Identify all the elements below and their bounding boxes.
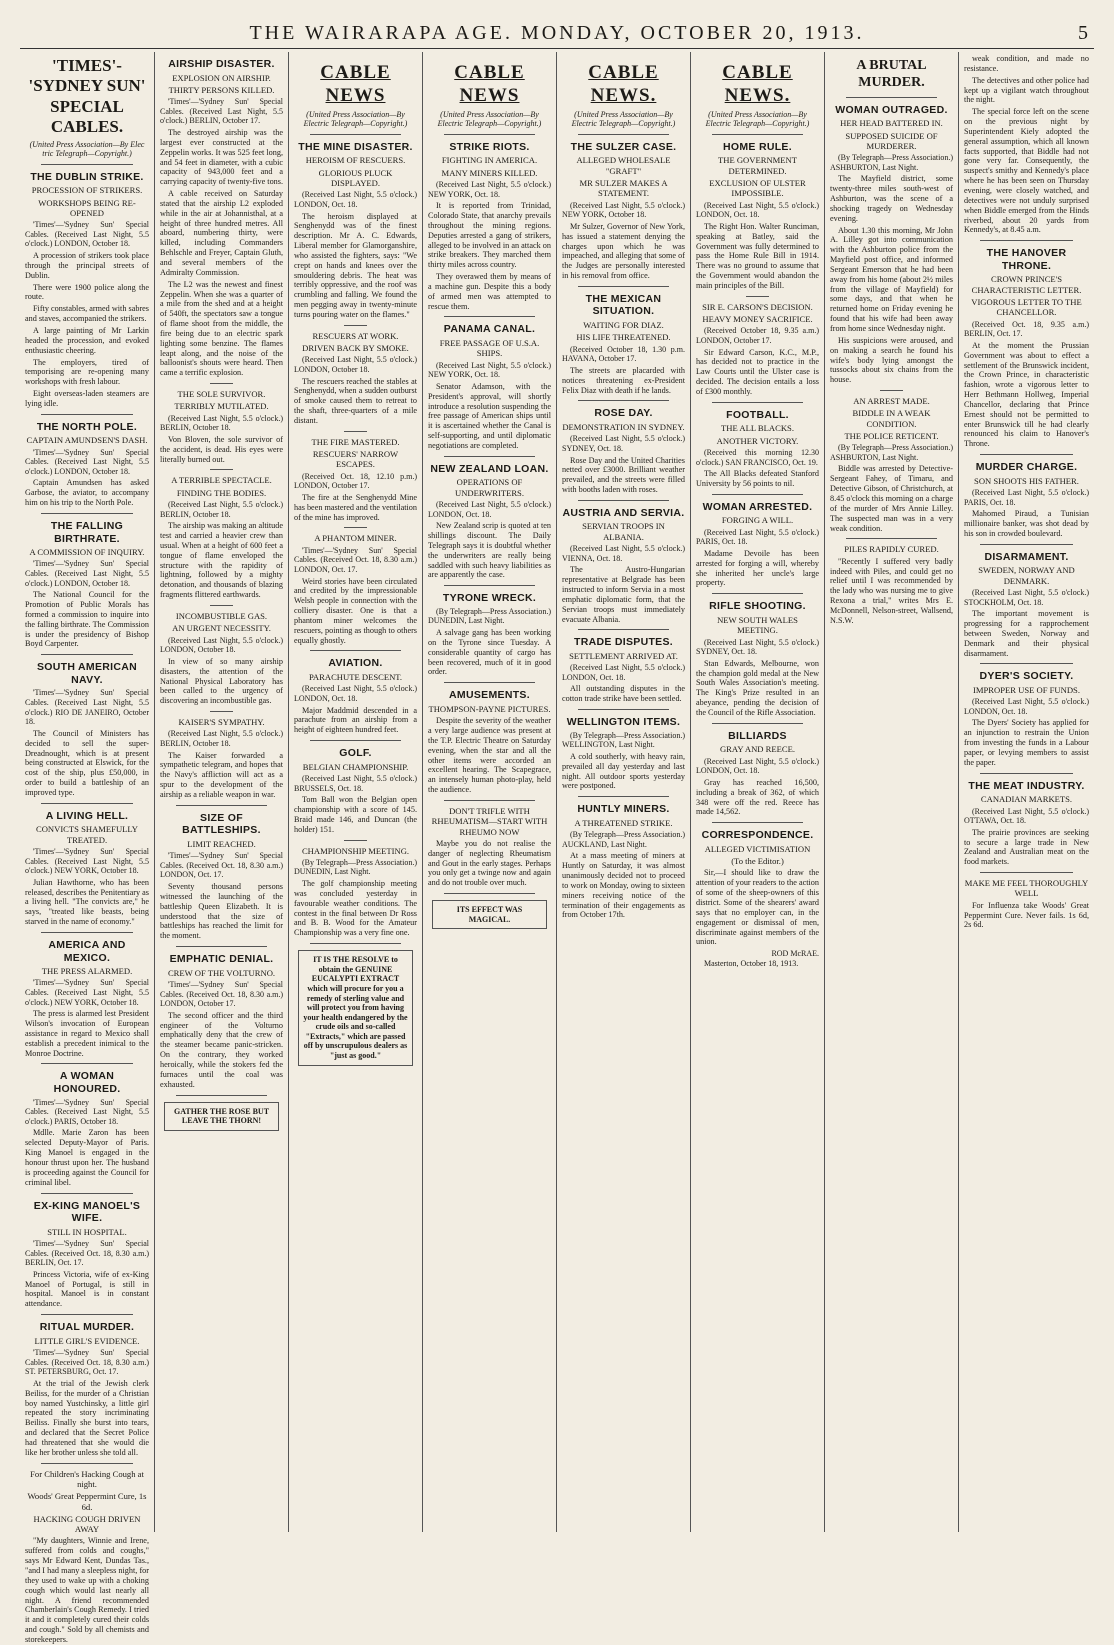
article-paragraph: The special force left on the scene on the previous night by Superintendent Kiely adopted the general assumption, which all known facts supported, that Biddle had not gone very far. Consequently, the suspect's smithy and Kennedy's place where he has been seen on Thursday evening, were closely watched, and detectives were not unduly surprised when Biddle emerged from the Hinds riverbed, about 20 yards from Kennedy's, at 8.45 a.m. — [964, 107, 1089, 235]
column-3 — [288, 52, 422, 1532]
article-paragraph: A salvage gang has been working on the Tyrone since Tuesday. A considerable quantity of cargo has been recovered, much of it in good order. — [428, 628, 551, 677]
article-paragraph: About 1.30 this morning, Mr John A. Lilley got into communication with the Ashburton police from the Mayfield post office, and informed Sergeant Emerson that he had been away from his home (about 2½ miles from the village of Mayfield) for some days, and that when he returned home on Friday evening he found that his wife had been away from home since Wednesday night. — [830, 225, 953, 333]
article-paragraph: The All Blacks defeated Stanford University by 56 points to nil. — [696, 469, 819, 488]
section-title: 'TIMES'-'SYDNEY SUN' SPECIAL CABLES. — [28, 56, 146, 137]
subheading: TERRIBLY MUTILATED. — [174, 401, 269, 412]
article-paragraph: In view of so many airship disasters, the attention of the National Physical Laboratory has been called to the urgency of discovering an incombustible gas. — [160, 656, 283, 706]
column-header: CABLE NEWS. — [722, 62, 793, 106]
headline: TRADE DISPUTES. — [573, 636, 673, 649]
columns — [20, 52, 1094, 1644]
dateline: 'Times'—'Sydney Sun' Special Cables. (Received Oct. 18, 8.30 a.m.) ST. PETERSBURG, Oct. 17. — [25, 1348, 149, 1377]
column-5 — [556, 52, 690, 1532]
subheading: ALLEGED WHOLESALE "GRAFT" — [576, 155, 671, 176]
headline: SOUTH AMERICAN NAVY. — [36, 661, 138, 686]
subheading: A TERRIBLE SPECTACLE. — [171, 475, 272, 486]
headline: THE NORTH POLE. — [36, 420, 138, 433]
dateline: (Received Last Night, 5.5 o'clock.) NEW YORK, Oct. 18. — [428, 360, 551, 380]
dateline: (Received Last Night, 5.5 o'clock.) LONDON, Oct. 18. — [696, 200, 819, 220]
headline: THE DUBLIN STRIKE. — [30, 170, 144, 183]
headline-large: A BRUTAL MURDER. — [856, 58, 927, 90]
subheading: MR SULZER MAKES A STATEMENT. — [579, 178, 668, 199]
article-paragraph: The Council of Ministers has decided to sell the super-Dreadnought, which is at present being constructed at Elswick, for the cost of the ship, plus £50,000, in order to build a battleship of an improved type. — [25, 728, 149, 797]
dateline: (Received Last Night, 5.5 o'clock.) PARIS, Oct. 18. — [964, 488, 1089, 507]
advert-text: Woods' Great Peppermint Cure, 1s 6d. — [27, 1491, 147, 1512]
dateline: (Received Oct. 18, 12.10 p.m.) LONDON, October 17. — [294, 471, 417, 491]
column-header: CABLE NEWS — [454, 62, 525, 106]
subheading: FINDING THE BODIES. — [176, 487, 267, 498]
headline: THE MEXICAN SITUATION. — [585, 292, 662, 318]
article-paragraph: Madame Devoile has been arrested for forging a will, whereby she inherited her uncle's large property. — [696, 548, 819, 588]
headline: PANAMA CANAL. — [443, 323, 536, 336]
subheading: THE POLICE RETICENT. — [844, 430, 939, 441]
dateline: 'Times'—'Sydney Sun' Special Cables. (Received Last Night, 5.5 o'clock.) LONDON, October 18. — [25, 220, 149, 249]
dateline: (Received Last Night, 5.5 o'clock.) NEW YORK, October 18. — [562, 200, 685, 220]
article-paragraph: The National Council for the Promotion of Public Morals has formed a commission to inquire into the falling birthrate. The Commission is under the presidency of Bishop Boyd Carpenter. — [25, 590, 149, 649]
dateline: (Received October 18, 1.30 p.m. HAVANA, October 17. — [562, 344, 685, 364]
article-paragraph: They overawed them by means of a machine gun. Despite this a body of armed men was attempted to rescue them. — [428, 272, 551, 311]
dateline: (Received October 18, 9.35 a.m.) LONDON, October 17. — [696, 326, 819, 345]
dateline: (By Telegraph—Press Association.) WELLINGTON, Last Night. — [562, 730, 685, 750]
dateline: 'Times'—'Sydney Sun' Special Cables. (Received Oct. 18, 8.30 a.m.) LONDON, Oct. 17. — [294, 545, 417, 574]
dateline: (Received Last Night, 5.5 o'clock.) LONDON, Oct. 18. — [294, 684, 417, 703]
dateline: (Received Last Night, 5.5 o'clock.) PARIS, Oct. 18. — [696, 527, 819, 547]
dateline: (Received Last Night, 5.5 o'clock.) STOCKHOLM, Oct. 18. — [964, 587, 1089, 607]
subheading: THE GOVERNMENT DETERMINED. — [717, 155, 797, 176]
article-paragraph: The detectives and other police had kept up a vigilant watch throughout the night. — [964, 75, 1089, 105]
subheading: VIGOROUS LETTER TO THE CHANCELLOR. — [971, 297, 1082, 318]
article-paragraph: A procession of strikers took place through the principal streets of Dublin. — [25, 251, 149, 280]
dateline: (Received Last Night, 5.5 o'clock.) LONDON, Oct. 18. — [294, 190, 417, 209]
advert-heading: DON'T TRIFLE WITH RHEUMATISM—START WITH RHEUMO NOW — [431, 805, 548, 837]
subheading: INCOMBUSTIBLE GAS. — [175, 611, 268, 621]
subheading: GLORIOUS PLUCK DISPLAYED. — [318, 167, 393, 188]
headline: THE FALLING BIRTHRATE. — [50, 519, 124, 545]
subheading: GRAY AND REECE. — [719, 744, 796, 755]
subheading: CAPTAIN AMUNDSEN'S DASH. — [26, 435, 148, 446]
article-paragraph: Stan Edwards, Melbourne, won the champion gold medal at the New South Wales Association's meeting. The King's Prize resulted in an abeyance, pending the decision of the Council of the Rifle Association. — [696, 658, 819, 717]
dateline: (Received Last Night, 5.5 o'clock.) LONDON, Oct. 18. — [964, 697, 1089, 716]
headline: GOLF. — [339, 747, 372, 760]
subheading: OPERATIONS OF UNDERWRITERS. — [455, 477, 524, 498]
dateline: (Received Last Night, 5.5 o'clock.) LONDON, October 18. — [160, 635, 283, 655]
subheading: THE FIRE MASTERED. — [311, 436, 400, 447]
article-paragraph: At a mass meeting of miners at Huntly on Saturday, it was almost unanimously decided not to proceed to work on Monday, owing to sixteen miners receiving notice of the termination of their engagements as from October 17th. — [562, 851, 685, 920]
headline: NEW ZEALAND LOAN. — [430, 462, 549, 475]
column-header: CABLE NEWS. — [588, 62, 659, 106]
credit-line: (United Press Association—By Electric Telegraph—Copyright.) — [571, 109, 676, 129]
article-paragraph: There were 1900 police along the route. — [25, 282, 149, 302]
headline: THE SULZER CASE. — [570, 140, 677, 153]
headline: AMUSEMENTS. — [449, 689, 530, 702]
dateline: 'Times'—'Sydney Sun' Special Cables. (Received Last Night, 5.5 o'clock.) BERLIN, October 17. — [160, 97, 283, 126]
credit-line: (United Press Association—By Electric Telegraph—Copyright.) — [437, 109, 542, 129]
subheading: AN URGENT NECESSITY. — [172, 623, 271, 634]
article-paragraph: Gray has reached 16,500, including a break of 362, of which 348 were off the red. Reece has made 14,562. — [696, 777, 819, 817]
subheading: EXCLUSION OF ULSTER IMPOSSIBLE. — [709, 178, 806, 199]
article-paragraph: Captain Amundsen has asked Garbose, the aviator, to accompany him on his trip to the North Pole. — [25, 478, 149, 508]
dateline: (Received this morning 12.30 o'clock.) SAN FRANCISCO, Oct. 19. — [696, 447, 819, 467]
article-paragraph: The airship was making an altitude test and carried a heavier crew than usual. When at a height of 600 feet a tongue of flame enveloped the structure with the rapidity of lightning, followed by a mighty detonation, and thousands of blazing fragments flittered earthwards. — [160, 521, 283, 600]
dateline: (Received Last Night, 5.5 o'clock.) BERLIN, October 18. — [160, 500, 283, 519]
subheading: SETTLEMENT ARRIVED AT. — [569, 650, 678, 661]
dateline: (Received Last Night, 5.5 o'clock.) LONDON, Oct. 18. — [562, 663, 685, 682]
article-paragraph: Despite the severity of the weather a very large audience was present at the T.P. Electric Theatre on Saturday evening, when the star and all the other items were accorded an excellent hearing. The Scapegrace, an intensely human photo-play, held the audience. — [428, 716, 551, 795]
article-paragraph: His suspicions were aroused, and on making a search he found his wife's body lying amongst the tussocks about six chains from the house. — [830, 335, 953, 385]
dateline: (Received Last Night, 5.5 o'clock.) BERLIN, October 18. — [160, 729, 283, 748]
column-8 — [958, 52, 1094, 1532]
dateline: (Received Last Night, 5.5 o'clock.) OTTAWA, Oct. 18. — [964, 806, 1089, 826]
headline: CORRESPONDENCE. — [701, 829, 814, 842]
article-paragraph: The important movement is progressing for a rapprochement between Sweden, Norway and Denmark and their physical disarmament. — [964, 609, 1089, 658]
headline: AVIATION. — [328, 657, 383, 670]
dateline: (Received Last Night, 5.5 o'clock.) LONDON, Oct. 18. — [428, 500, 551, 519]
headline: TYRONE WRECK. — [442, 592, 537, 605]
subheading: DEMONSTRATION IN SYDNEY. — [562, 422, 685, 432]
headline: EMPHATIC DENIAL. — [169, 953, 274, 966]
subheading: SUPPOSED SUICIDE OF MURDERER. — [845, 130, 938, 151]
dateline: 'Times'—'Sydney Sun' Special Cables. (Received Last Night, 5.5 o'clock.) LONDON, October 18. — [25, 559, 149, 588]
article-paragraph: Fifty constables, armed with sabres and staves, accompanied the strikers. — [25, 304, 149, 324]
dateline: 'Times'—'Sydney Sun' Special Cables. (Received Last Night, 5.5 o'clock.) NEW YORK, October 18. — [25, 978, 149, 1007]
dateline: (By Telegraph—Press Association.) ASHBURTON, Last Night. — [830, 153, 953, 172]
article-paragraph: Mr Sulzer, Governor of New York, has issued a statement denying the charges upon which he was impeached, and alleging that some of the Judges are personally interested in his removal from office. — [562, 221, 685, 281]
advert-paragraph: Maybe you do not realise the danger of neglecting Rheumatism and Gout in the early stages. Perhaps you only get a twinge now and again and do not trouble over much. — [428, 838, 551, 888]
column-4 — [422, 52, 556, 1532]
headline: STRIKE RIOTS. — [449, 140, 530, 153]
headline: A LIVING HELL. — [45, 809, 129, 822]
subheading: STILL IN HOSPITAL. — [47, 1226, 127, 1237]
dateline: (Received Last Night, 5.5 o'clock.) SYDNEY, Oct. 18. — [562, 434, 685, 453]
masthead-title: THE WAIRARAPA AGE. MONDAY, OCTOBER 20, 1913. — [249, 22, 865, 44]
subheading: LITTLE GIRL'S EVIDENCE. — [34, 1335, 140, 1346]
subheading: PARACHUTE DESCENT. — [308, 672, 403, 683]
article-paragraph: Von Bloven, the sole survivor of the accident, is dead. His eyes were literally burned out. — [160, 434, 283, 464]
masthead — [20, 14, 1094, 49]
article-paragraph: The L2 was the newest and finest Zeppelin. When she was a quarter of a mile from the shed and at a height of 540ft, the spectators saw a tongue of flame shoot from the middle, the fire being due to an electric spark lighting some benzine. The flames leapt along, and the noise of the balloonist's shouts were heard. Then came a terrific explosion. — [160, 279, 283, 378]
subheading: FREE PASSAGE OF U.S.A. SHIPS. — [439, 338, 540, 359]
article-paragraph: It is reported from Trinidad, Colorado State, that anarchy prevails throughout the mining regions. Deputies arrested a gang of strikers, alleged to be involved in an attack on strike breakers. They marched them thirty miles across country. — [428, 201, 551, 270]
subheading: CONVICTS SHAMEFULLY TREATED. — [35, 824, 139, 845]
article-paragraph: Major Maddmid descended in a parachute from an airship from a height of eighteen hundred feet. — [294, 705, 417, 735]
subheading: MANY MINERS KILLED. — [441, 167, 538, 178]
headline: AMERICA AND MEXICO. — [48, 938, 126, 964]
subheading: AN ARREST MADE. — [853, 396, 930, 407]
credit-line: (United Press Association—By Elec tric Telegraph—Copyright.) — [29, 139, 145, 159]
headline: A WOMAN HONOURED. — [53, 1070, 121, 1096]
subheading: WORKSHOPS BEING RE-OPENED — [38, 197, 136, 218]
article-paragraph: Mdlle. Marie Zaron has been selected Deputy-Mayor of Paris. King Manoel is engaged in the honour thrust upon her. The husband is proceeding against the Council for criminal libel. — [25, 1128, 149, 1187]
subheading: THE ALL BLACKS. — [721, 423, 794, 434]
letter-signature: ROD McRAE. — [771, 949, 819, 959]
subheading: ANOTHER VICTORY. — [716, 435, 799, 446]
dateline: (Received Last Night, 5.5 o'clock.) VIENNA, Oct. 18. — [562, 544, 685, 563]
dateline: (By Telegraph—Press Association.) ASHBURTON, Last Night. — [830, 443, 953, 462]
column-1 — [20, 52, 154, 1644]
subheading: THOMPSON-PAYNE PICTURES. — [428, 703, 551, 714]
subheading: NEW SOUTH WALES MEETING. — [717, 614, 798, 636]
headline: SIZE OF BATTLESHIPS. — [182, 811, 261, 837]
advert-heading: MAKE ME FEEL THOROUGHLY WELL — [964, 878, 1089, 899]
article-paragraph: Mahomed Piraud, a Tunisian millionaire banker, was shot dead by his son in crowded boulevard. — [964, 509, 1089, 538]
advert-title: For Children's Hacking Cough at night. — [30, 1468, 144, 1489]
headline: RITUAL MURDER. — [39, 1321, 135, 1334]
article-paragraph: The Mayfield district, some twenty-three miles south-west of Ashburton, was the scene of a shocking tragedy on Wednesday evening. — [830, 174, 953, 223]
article-paragraph: A cold southerly, with heavy rain, prevailed all day yesterday and last night. All outdoor sports yesterday were postponed. — [562, 751, 685, 791]
dateline: (Received Last Night, 5.5 o'clock.) BRUSSELS, Oct. 18. — [294, 774, 417, 793]
dateline: 'Times'—'Sydney Sun' Special Cables. (Received Oct. 18, 8.30 a.m.) LONDON, Oct. 17. — [160, 851, 283, 880]
column-header: CABLE NEWS — [320, 62, 391, 106]
article-paragraph: The second officer and the third engineer of the Volturno emphatically deny that the crew of the steamer became panic-stricken. On the contrary, they worked heroically, while the stokers fed the furnaces until the coal was exhausted. — [160, 1010, 283, 1089]
subheading: HIS LIFE THREATENED. — [576, 332, 671, 343]
article-paragraph: Seventy thousand persons witnessed the launching of the battleship Queen Elizabeth. It is understood that the size of battleships has reached the limit for the moment. — [160, 882, 283, 941]
advert-paragraph: "Recently I suffered very badly indeed with Piles, and could get no relief until I was recommended by the lady who was nursing me to give Rexona a trial," writes Mrs E. McDonnell, Nelson-street, Wallsend, N.S.W. — [830, 556, 953, 625]
article-paragraph: Tom Ball won the Belgian open championship with a score of 145. Braid made 146, and Duncan (the holder) 151. — [294, 795, 417, 834]
headline: THE HANOVER THRONE. — [986, 247, 1067, 272]
advert-box: IT IS THE RESOLVE to obtain the GENUINE EUCALYPTI EXTRACT which will procure for you a remedy of sterling value and will protect you from having your health endangered by the crude oils and so-called "Extracts," which are passed off by unscrupulous dealers as "just as good." — [298, 950, 413, 1066]
subheading: ALLEGED VICTIMISATION — [704, 843, 811, 854]
subheading: (To the Editor.) — [731, 856, 784, 867]
headline: HUNTLY MINERS. — [577, 803, 670, 816]
headline: HOME RULE. — [723, 140, 792, 153]
subheading: BELGIAN CHAMPIONSHIP. — [302, 761, 409, 772]
article-paragraph: The employers, tired of temporising are re-opening many workshops with fresh labour. — [25, 357, 149, 387]
subheading: CHAMPIONSHIP MEETING. — [301, 845, 410, 856]
article-paragraph: The streets are placarded with notices threatening ex-President Felix Diaz with death if he lands. — [562, 365, 685, 395]
subheading: SON SHOOTS HIS FATHER. — [974, 475, 1079, 486]
subheading: FIGHTING IN AMERICA. — [441, 155, 538, 166]
article-paragraph: At the trial of the Jewish clerk Beiliss, for the murder of a Christian boy named Yustchinsky, a little girl repeated the story incriminating Beiliss. Finally she burst into tears, and declared that the Secret Police had threatened that she would die like her brother unless she told all. — [25, 1378, 149, 1457]
column-7 — [824, 52, 958, 1532]
article-paragraph: The rescuers reached the stables at Senghenydd, when a sudden outburst of smoke caused them to retreat to the shaft, three-quarters of a mile distant. — [294, 376, 417, 425]
article-paragraph: A large painting of Mr Larkin headed the procession, and evoked enthusiastic cheering. — [25, 325, 149, 355]
headline: MURDER CHARGE. — [975, 461, 1078, 474]
article-paragraph: The Dyers' Society has applied for an injunction to restrain the Union from investing the funds in a Labour paper, or levying members to assist the paper. — [964, 718, 1089, 767]
headline: RIFLE SHOOTING. — [709, 600, 806, 613]
article-paragraph: All outstanding disputes in the cotton trade strike have been settled. — [562, 684, 685, 704]
letter-paragraph: Sir,—I should like to draw the attention of your readers to the action of some of the sheep-owners of this district. Some of the shearers' award says that no employer can, in the engagement or dismissal of men, discriminate against members of the union. — [696, 868, 819, 947]
article-paragraph: Biddle was arrested by Detective-Sergeant Fahey, of Timaru, and Detective Gibson, of Christchurch, at 8.45 o'clock this morning on a charge of the murder of Mrs Annie Lilley. The suspected man was in a very weak condition. — [830, 464, 953, 533]
dateline: 'Times'—'Sydney Sun' Special Cables. (Received Oct. 18, 8.30 a.m.) LONDON, October 17. — [160, 980, 283, 1009]
subheading: SIR E. CARSON'S DECISION. — [702, 301, 813, 312]
dateline: 'Times'—'Sydney Sun' Special Cables. (Received Last Night, 5.5 o'clock.) RIO DE JANEIRO, October 18. — [25, 688, 149, 727]
article-paragraph: The Kaiser forwarded a sympathetic telegram, and hopes that the Navy's affliction will act as a spur to the development of the airship as a reliable weapon in war. — [160, 750, 283, 799]
dateline: (By Telegraph—Press Association.) AUCKLAND, Last Night. — [562, 830, 685, 849]
subheading: CANADIAN MARKETS. — [980, 794, 1073, 805]
subheading: HER HEAD BATTERED IN. — [840, 118, 943, 129]
subheading: RESCUERS' NARROW ESCAPES. — [312, 449, 399, 470]
headline: BILLIARDS — [728, 729, 787, 742]
subheading: CREW OF THE VOLTURNO. — [167, 967, 276, 978]
subheading: WAITING FOR DIAZ. — [583, 320, 664, 331]
headline: AIRSHIP DISASTER. — [168, 58, 275, 70]
subheading: HEAVY MONEY SACRIFICE. — [702, 314, 813, 325]
advert-heading: HACKING COUGH DRIVEN AWAY — [33, 1513, 141, 1535]
subheading: SERVIAN TROOPS IN ALBANIA. — [582, 521, 665, 542]
headline: WOMAN OUTRAGED. — [835, 103, 948, 116]
credit-line: (United Press Association—By Electric Telegraph—Copyright.) — [303, 109, 408, 129]
headline: EX-KING MANOEL'S WIFE. — [33, 1199, 141, 1225]
subheading: THE SOLE SURVIVOR. — [177, 389, 266, 400]
subheading: THIRTY PERSONS KILLED. — [168, 84, 275, 95]
dateline: (Received Oct. 18, 9.35 a.m.) BERLIN, Oct. 17. — [964, 319, 1089, 339]
letter-place: Masterton, October 18, 1913. — [704, 958, 799, 968]
article-paragraph: Sir Edward Carson, K.C., M.P., has decided not to practice in the Law Courts until the Ulster case is decided. The decision entails a loss of £300 monthly. — [696, 347, 819, 396]
subheading: IMPROPER USE OF FUNDS. — [973, 684, 1080, 695]
headline: WOMAN ARRESTED. — [702, 500, 813, 513]
article-paragraph: The golf championship meeting was concluded yesterday in favourable weather conditions. The contest in the final between Dr Ross and B. B. Wood for the Amateur Championship was a very fine one. — [294, 879, 417, 938]
headline: THE MINE DISASTER. — [298, 140, 413, 153]
headline: THE MEAT INDUSTRY. — [968, 779, 1085, 792]
article-paragraph: Princess Victoria, wife of ex-King Manoel of Portugal, is still in hospital. Manoel is in constant attendance. — [25, 1269, 149, 1309]
article-paragraph: Eight overseas-laden steamers are lying idle. — [25, 389, 149, 408]
advert-box: GATHER THE ROSE BUT LEAVE THE THORN! — [164, 1102, 279, 1131]
subheading: LIMIT REACHED. — [187, 838, 256, 849]
headline: DYER'S SOCIETY. — [979, 670, 1074, 683]
dateline: (Received Last Night, 5.5 o'clock.) NEW YORK, Oct. 18. — [428, 180, 551, 199]
subheading: SWEDEN, NORWAY AND DENMARK. — [978, 565, 1075, 586]
subheading: RESCUERS AT WORK. — [312, 330, 399, 341]
article-paragraph: A cable received on Saturday stated that the airship L2 exploded while in the air at Johannisthal, at a height of three hundred metres. All aboard, numbering thirty, were killed, including Commanders Behlschle and Freyer, Captain Gluth, and several members of the Admiralty Commission. — [160, 189, 283, 277]
article-paragraph: The prairie provinces are seeking to secure a large trade in New Zealand and Australian meat on the food markets. — [964, 827, 1089, 867]
article-paragraph: Weird stories have been circulated and credited by the impressionable Welsh people in connection with the colliery disaster. One is that a phantom miner welcomes the rescuers, pointing as though to others equally ghostly. — [294, 576, 417, 645]
dateline: (Received Last Night, 5.5 o'clock.) SYDNEY, Oct. 18. — [696, 637, 819, 657]
subheading: PROCESSION OF STRIKERS. — [31, 185, 143, 196]
dateline: 'Times'—'Sydney Sun' Special Cables. (Received Last Night, 5.5 o'clock.) NEW YORK, October 18. — [25, 846, 149, 876]
headline: DISARMAMENT. — [984, 550, 1069, 563]
article-paragraph: The Right Hon. Walter Runciman, speaking at Batley, said the Government was fully determined to pass the Home Rule Bill in 1914. There was no ground to assume that the Government would abandon the main principles of the Bill. — [696, 221, 819, 290]
dateline: 'Times'—'Sydney Sun' Special Cables. (Received Last Night, 5.5 o'clock.) PARIS, October 18. — [25, 1097, 149, 1126]
article-paragraph: The heroism displayed at Senghenydd was of the finest description. Mr A. C. Edwards, Liberal member for Glamorganshire, who assisted the fighters, says: "We crept on hands and knees over the smouldering debris. The heat was terribly oppressive, and the roof was crumbling and falling. We found the men pegging away in twenty-minute turns pouring water on the flames." — [294, 211, 417, 319]
headline: AUSTRIA AND SERVIA. — [562, 506, 685, 519]
advert-heading: PILES RAPIDLY CURED. — [844, 544, 939, 555]
article-paragraph: The fire at the Senghenydd Mine has been mastered and the ventilation of the mine has improved. — [294, 492, 417, 522]
dateline: 'Times'—'Sydney Sun' Special Cables. (Received Last Night, 5.5 o'clock.) LONDON, October 18. — [25, 447, 149, 476]
subheading: A PHANTOM MINER. — [314, 533, 397, 544]
subheading: KAISER'S SYMPATHY. — [178, 717, 265, 728]
dateline: (Received Last Night, 5.5 o'clock.) BERLIN, October 18. — [160, 413, 283, 433]
subheading: EXPLOSION ON AIRSHIP. — [172, 72, 271, 83]
subheading: BIDDLE IN A WEAK CONDITION. — [852, 408, 931, 429]
dateline: 'Times'—'Sydney Sun' Special Cables. (Received Oct. 18, 8.30 a.m.) BERLIN, Oct. 17. — [25, 1239, 149, 1268]
dateline: (By Telegraph—Press Association.) DUNEDIN, Last Night. — [428, 606, 551, 626]
headline: FOOTBALL. — [726, 408, 789, 421]
column-6 — [690, 52, 824, 1532]
article-paragraph: Julian Hawthorne, who has been released, describes the Penitentiary as a living hell. "The convicts are," he says, "treated like beasts, being starved in the name of economy." — [25, 877, 149, 927]
subheading: A THREATENED STRIKE. — [574, 817, 673, 828]
article-paragraph: The Austro-Hungarian representative at Belgrade has been instructed to inform Servia in a most emphatic diplomatic form, that the Servian troops must immediately evacuate Albania. — [562, 565, 685, 624]
page-number: 5 — [1078, 22, 1088, 44]
article-paragraph: The press is alarmed lest President Wilson's invocation of European assistance in regard to Mexico shall establish a precedent inimical to the Monroe Doctrine. — [25, 1009, 149, 1058]
article-paragraph: Rose Day and the United Charities netted over £3000. Brilliant weather prevailed, and the streets were filled with booths laden with roses. — [562, 455, 685, 495]
column-2 — [154, 52, 288, 1532]
subheading: THE PRESS ALARMED. — [41, 966, 133, 977]
subheading: DRIVEN BACK BY SMOKE. — [302, 343, 409, 354]
dateline: (Received Last Night, 5.5 o'clock.) LONDON, Oct. 18. — [696, 756, 819, 776]
advert-box: ITS EFFECT WAS MAGICAL. — [432, 900, 547, 929]
article-paragraph: weak condition, and made no resistance. — [964, 54, 1089, 73]
article-paragraph: The destroyed airship was the largest ever constructed at the Zeppelin works. It was 525 feet long, and 54 feet in diameter, with a cubic capacity of 943,000 feet and a carrying capacity of twenty-five tons. — [160, 128, 283, 187]
advert-paragraph: "My daughters, Winnie and Irene, suffered from colds and coughs," says Mr Edward Kent, Dundas Tas., "and I had many a sleepless night, for they used to wake up with a choking cough which would last nearly all night. A friend recommended Chamberlain's Cough Remedy. I tried it and it completely cured their colds and cough." Sold by all chemists and storekeepers. — [25, 1536, 149, 1644]
subheading: A COMMISSION OF INQUIRY. — [29, 547, 145, 558]
article-paragraph: Senator Adamson, with the President's approval, will shortly introduce a resolution suspending the free passage of American ships until it is ascertained whether the Canal is self-supporting, and until diplomatic negotiations are completed. — [428, 381, 551, 450]
advert-paragraph: For Influenza take Woods' Great Peppermint Cure. Never fails. 1s 6d, 2s 6d. — [964, 900, 1089, 930]
subheading: HEROISM OF RESCUERS. — [305, 155, 406, 166]
article-paragraph: At the moment the Prussian Government was about to effect a settlement of the Brunswick incident, the Crown Prince, in characteristic fashion, wrote a vigorous letter to Herr Bethmann Hollweg, Imperial Chancellor, declaring that Prince Ernest should not be permitted to enter Brunswick till he had clearly renounced his claim to Hanover's Throne. — [964, 340, 1089, 449]
subheading: CROWN PRINCE'S CHARACTERISTIC LETTER. — [971, 274, 1082, 295]
headline: WELLINGTON ITEMS. — [566, 716, 681, 729]
headline: ROSE DAY. — [594, 407, 653, 420]
dateline: (Received Last Night, 5.5 o'clock.) LONDON, October 18. — [294, 355, 417, 374]
dateline: (By Telegraph—Press Association.) DUNEDIN, Last Night. — [294, 857, 417, 877]
credit-line: (United Press Association—By Electric Telegraph—Copyright.) — [705, 109, 810, 129]
subheading: FORGING A WILL. — [721, 515, 794, 526]
article-paragraph: New Zealand scrip is quoted at ten shillings discount. The Daily Telegraph says it is doubtful whether the underwriters are really being saddled with such heavy liabilities as are apparently the case. — [428, 521, 551, 580]
